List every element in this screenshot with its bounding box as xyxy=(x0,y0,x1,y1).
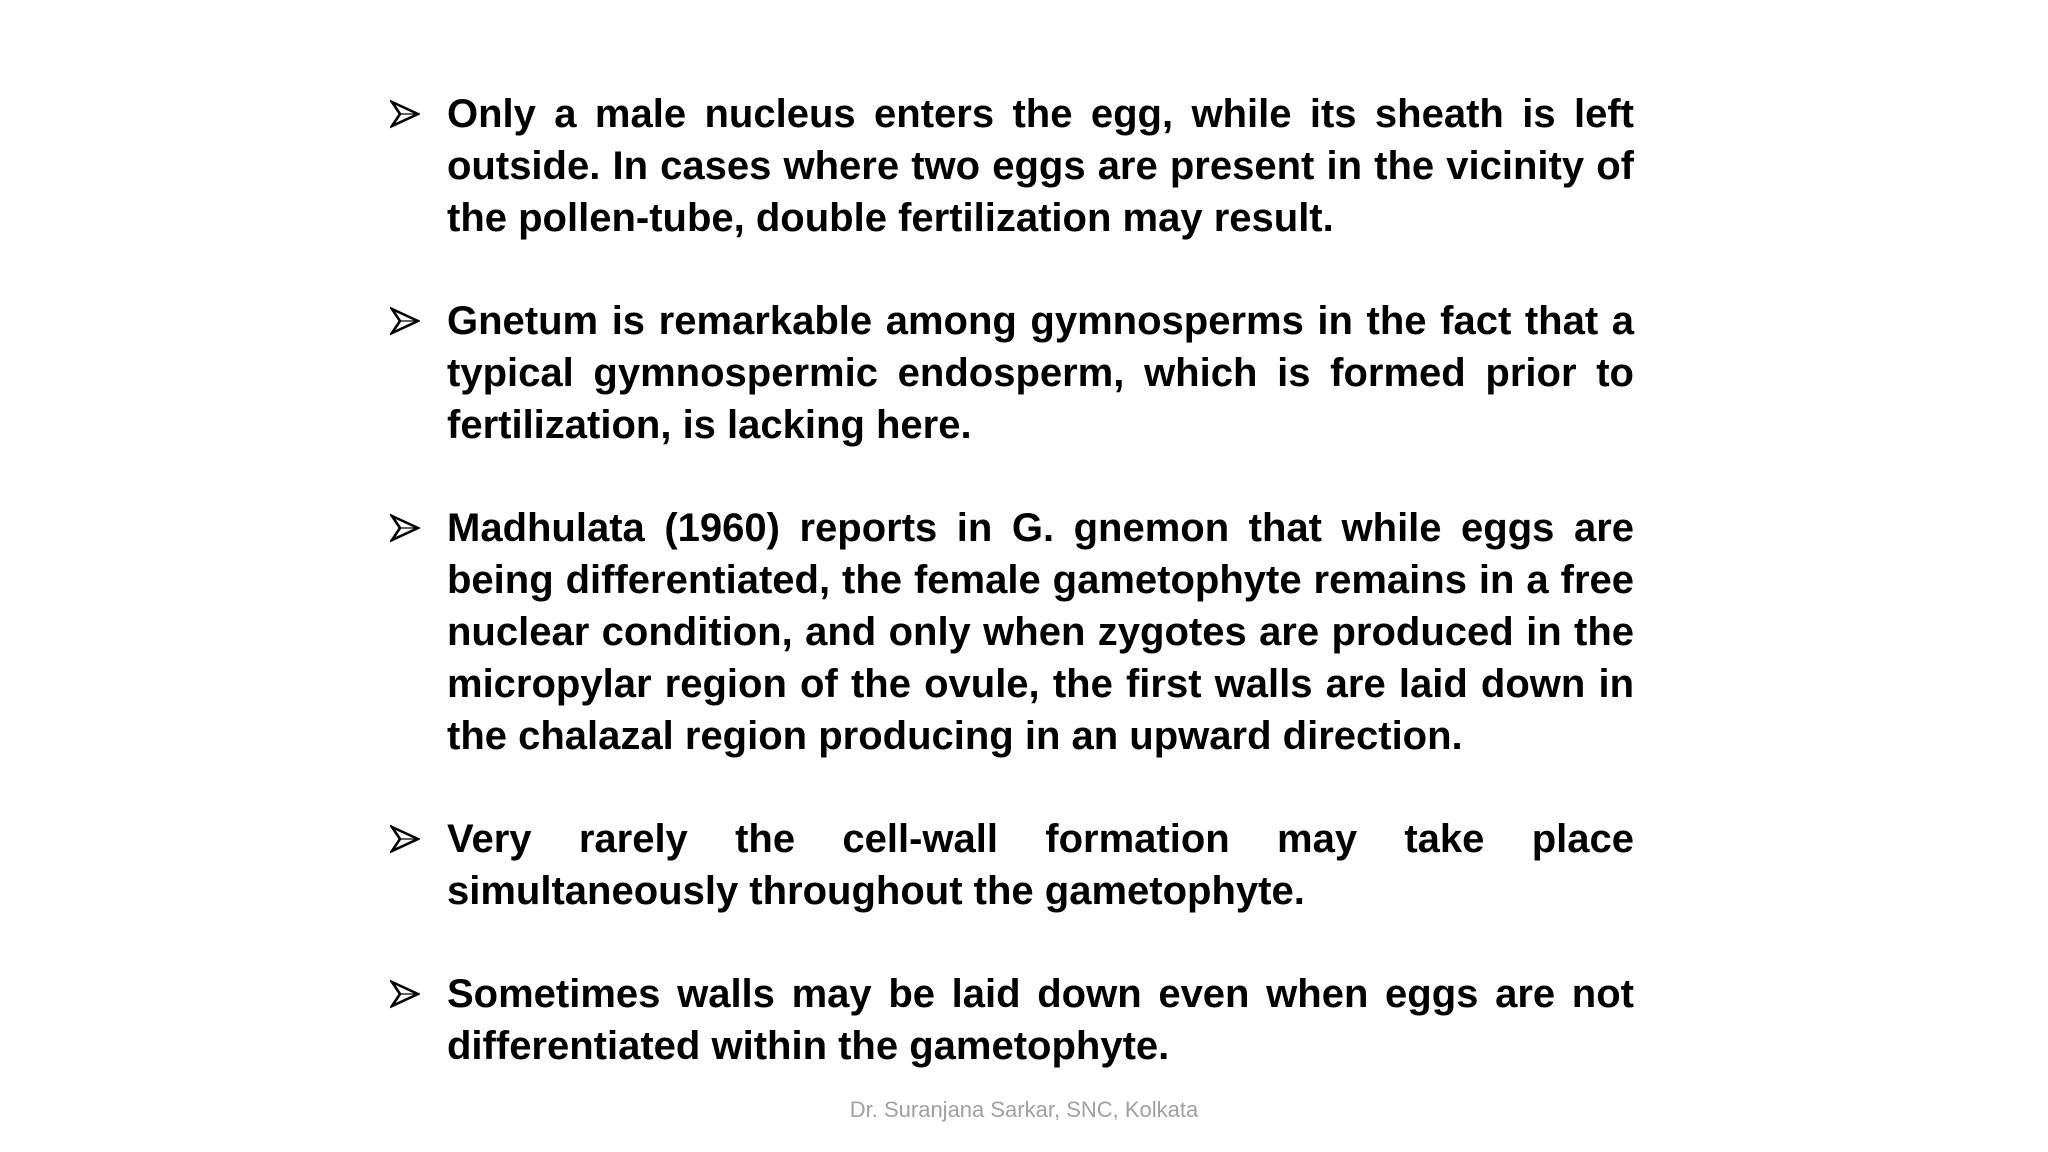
arrowhead-bullet-icon xyxy=(390,813,430,865)
bullet-item-3 xyxy=(390,502,1634,762)
bullet-item-2 xyxy=(390,295,1634,451)
bullet-list xyxy=(390,88,1634,1123)
bullet-item-4 xyxy=(390,813,1634,917)
arrowhead-bullet-icon xyxy=(390,295,430,347)
bullet-item-5 xyxy=(390,968,1634,1072)
slide-footer: Dr. Suranjana Sarkar, SNC, Kolkata xyxy=(849,1097,1199,1122)
arrowhead-bullet-icon xyxy=(390,968,430,1020)
arrowhead-bullet-icon xyxy=(390,88,430,140)
bullet-item-1 xyxy=(390,88,1634,244)
bullet-text: Only a male nucleus enters the egg, while its sheath is left outside. In cases where two eggs are present in the vicinity of the pollen-tube, double fertilization may result. xyxy=(447,92,1634,240)
bullet-text: Very rarely the cell-wall formation may take place simultaneously throughout the gametophyte. xyxy=(447,817,1634,913)
bullet-text: Madhulata (1960) reports in G. gnemon that while eggs are being differentiated, the female gametophyte remains in a free nuclear condition, and only when zygotes are produced in the micropylar region of the ovule, the first walls are laid down in the chalazal region producing in an upward direction. xyxy=(447,506,1634,758)
arrowhead-bullet-icon xyxy=(390,502,430,554)
bullet-text: Sometimes walls may be laid down even when eggs are not differentiated within the gametophyte. xyxy=(447,972,1634,1068)
bullet-text: Gnetum is remarkable among gymnosperms in the fact that a typical gymnospermic endosperm, which is formed prior to fertilization, is lacking here. xyxy=(447,299,1634,447)
